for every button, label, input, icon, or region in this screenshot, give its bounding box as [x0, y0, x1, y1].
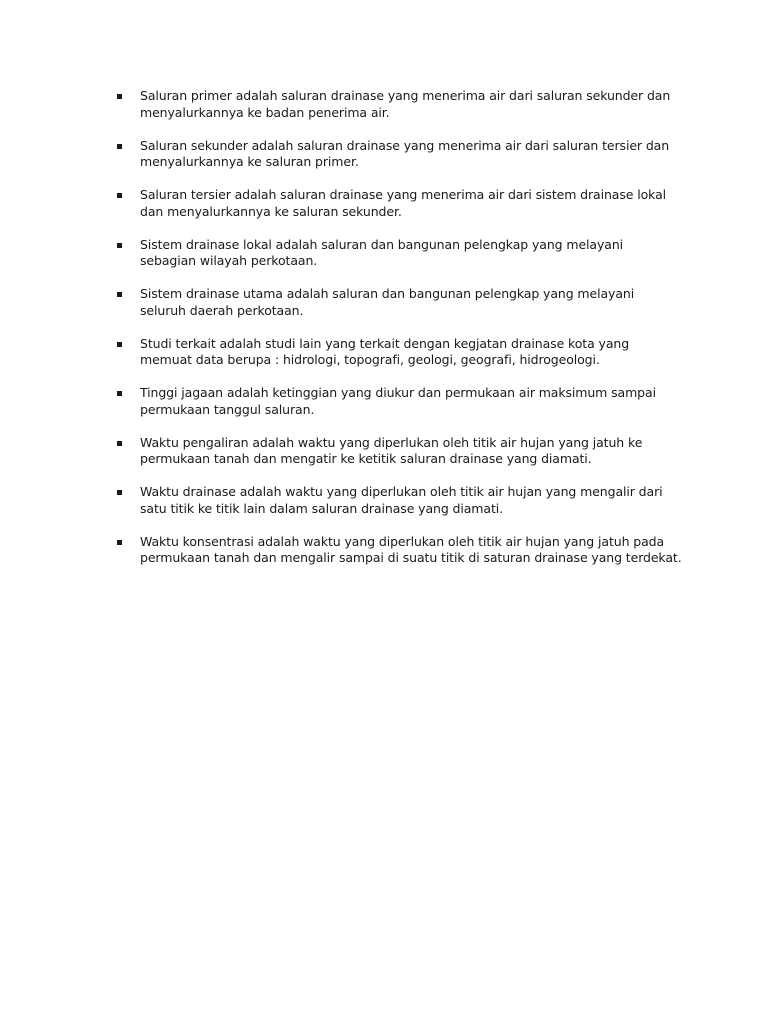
- square-bullet-icon: [117, 391, 122, 396]
- square-bullet-icon: [117, 243, 122, 248]
- square-bullet-icon: [117, 490, 122, 495]
- list-item-text: Waktu drainase adalah waktu yang diperlukan oleh titik air hujan yang mengalir dari satu titik ke titik lain dalam saluran drainase yang diamati.: [140, 484, 663, 516]
- list-item-text: Waktu pengaliran adalah waktu yang diperlukan oleh titik air hujan yang jatuh ke permukaan tanah dan mengatir ke ketitik saluran drainase yang diamati.: [140, 434, 643, 466]
- list-item-text: Studi terkait adalah studi lain yang terkait dengan kegjatan drainase kota yang memuat data berupa : hidrologi, topografi, geologi, geografi, hidrogeologi.: [140, 335, 630, 367]
- list-item: [112, 336, 682, 369]
- square-bullet-icon: [117, 540, 122, 545]
- list-item: [112, 286, 682, 319]
- list-item-text: Tinggi jagaan adalah ketinggian yang diukur dan permukaan air maksimum sampai permukaan tanggul saluran.: [140, 385, 656, 417]
- list-item: [112, 484, 682, 517]
- list-item: [112, 237, 682, 270]
- list-item-text: Saluran primer adalah saluran drainase yang menerima air dari saluran sekunder dan menyalurkannya ke badan penerima air.: [140, 88, 671, 120]
- list-item: [112, 435, 682, 468]
- square-bullet-icon: [117, 292, 122, 297]
- square-bullet-icon: [117, 94, 122, 99]
- list-item-text: Saluran tersier adalah saluran drainase yang menerima air dari sistem drainase lokal dan menyalurkannya ke saluran sekunder.: [140, 187, 667, 219]
- list-item-text: Sistem drainase utama adalah saluran dan bangunan pelengkap yang melayani seluruh daerah perkotaan.: [140, 286, 635, 318]
- list-item: [112, 534, 682, 567]
- list-item-text: Waktu konsentrasi adalah waktu yang diperlukan oleh titik air hujan yang jatuh pada permukaan tanah dan mengalir sampai di suatu titik di saturan drainase yang terdekat.: [140, 533, 682, 565]
- definition-list: [112, 88, 682, 583]
- list-item: [112, 187, 682, 220]
- list-item-text: Saluran sekunder adalah saluran drainase yang menerima air dari saluran tersier dan menyalurkannya ke saluran primer.: [140, 137, 670, 169]
- square-bullet-icon: [117, 441, 122, 446]
- square-bullet-icon: [117, 193, 122, 198]
- list-item-text: Sistem drainase lokal adalah saluran dan bangunan pelengkap yang melayani sebagian wilayah perkotaan.: [140, 236, 624, 268]
- list-item: [112, 138, 682, 171]
- square-bullet-icon: [117, 342, 122, 347]
- list-item: [112, 385, 682, 418]
- square-bullet-icon: [117, 144, 122, 149]
- list-item: [112, 88, 682, 121]
